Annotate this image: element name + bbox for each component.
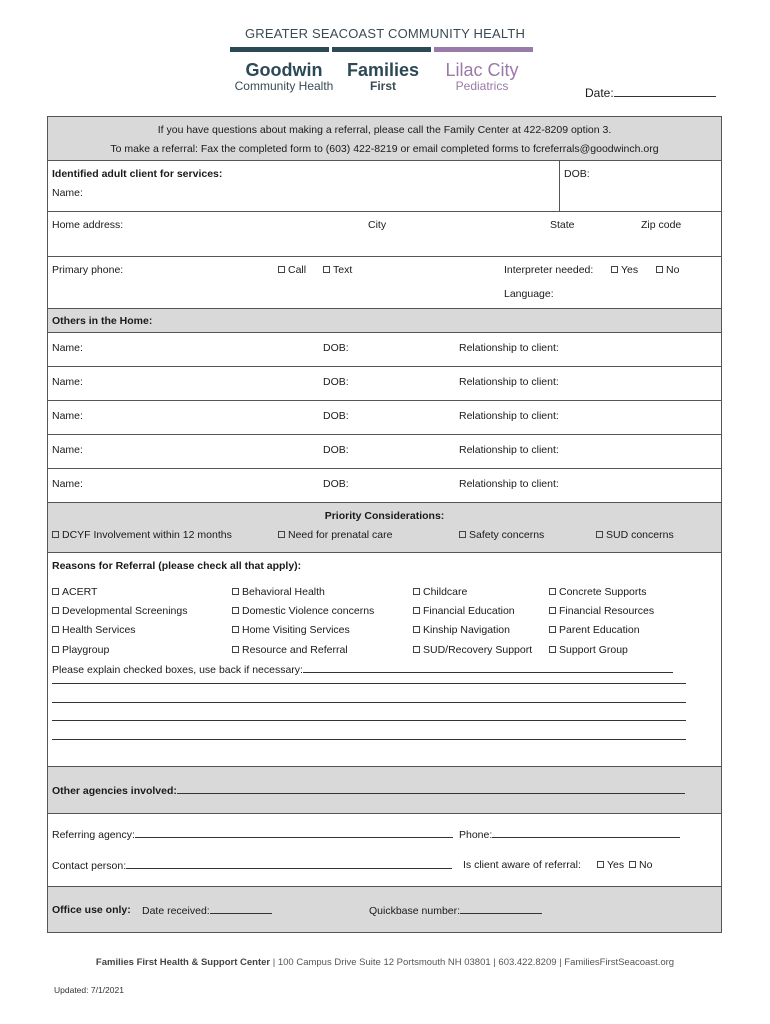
- no-label: No: [666, 264, 680, 276]
- contact-person-blank[interactable]: [126, 859, 452, 869]
- date-received-blank[interactable]: [210, 904, 272, 914]
- quickbase-label: Quickbase number:: [369, 905, 461, 917]
- logo-bar-lilac: [434, 47, 533, 52]
- call-label: Call: [288, 264, 307, 276]
- checkbox-icon[interactable]: [413, 626, 420, 633]
- household-member-row: [48, 333, 721, 367]
- client-dob-field[interactable]: DOB:: [564, 168, 590, 180]
- priority-option-checkbox[interactable]: [459, 529, 544, 541]
- household-member-row: [48, 435, 721, 469]
- member-name-field[interactable]: Name:: [52, 342, 83, 354]
- reason-checkbox[interactable]: [549, 624, 640, 636]
- logo-bar-families: [332, 47, 431, 52]
- household-member-row: [48, 401, 721, 435]
- reason-label: Domestic Violence concerns: [242, 605, 375, 617]
- checkbox-icon[interactable]: [232, 607, 239, 614]
- checkbox-icon[interactable]: [596, 531, 603, 538]
- checkbox-icon[interactable]: [278, 266, 285, 273]
- member-name-field[interactable]: Name:: [52, 478, 83, 490]
- brand-name: Lilac City: [445, 60, 519, 80]
- address-section: [48, 212, 721, 309]
- reason-label: Home Visiting Services: [242, 624, 350, 636]
- logo-brands: [230, 60, 540, 93]
- reason-checkbox[interactable]: [52, 624, 136, 636]
- footer-contact: | 100 Campus Drive Suite 12 Portsmouth NH 03801 | 603.422.8209 | FamiliesFirstSeacoast.org: [270, 957, 675, 968]
- reason-checkbox[interactable]: [232, 605, 374, 617]
- member-name-field[interactable]: Name:: [52, 376, 83, 388]
- reason-checkbox[interactable]: [232, 586, 325, 598]
- reasons-section: [48, 553, 721, 767]
- reason-checkbox[interactable]: [549, 644, 628, 656]
- checkbox-icon[interactable]: [413, 607, 420, 614]
- city-field[interactable]: City: [368, 219, 387, 231]
- reason-checkbox[interactable]: [232, 644, 348, 656]
- interpreter-yes-checkbox[interactable]: [611, 264, 638, 276]
- member-relationship-field[interactable]: Relationship to client:: [459, 444, 559, 456]
- primary-phone-field[interactable]: Primary phone:: [52, 264, 124, 276]
- date-field[interactable]: [585, 86, 716, 100]
- member-dob-field[interactable]: DOB:: [323, 444, 349, 456]
- priority-heading: Priority Considerations:: [324, 510, 445, 522]
- checkbox-icon[interactable]: [52, 531, 59, 538]
- member-relationship-field[interactable]: Relationship to client:: [459, 376, 559, 388]
- checkbox-icon[interactable]: [656, 266, 663, 273]
- reason-label: ACERT: [62, 586, 98, 598]
- priority-option-label: Safety concerns: [469, 529, 545, 541]
- checkbox-icon[interactable]: [278, 531, 285, 538]
- contact-person-label: Contact person:: [52, 860, 127, 872]
- client-dob-cell: [559, 161, 590, 211]
- text-checkbox[interactable]: [323, 264, 352, 276]
- checkbox-icon[interactable]: [459, 531, 466, 538]
- interpreter-label: Interpreter needed:: [504, 264, 594, 276]
- referral-contact-section: [48, 814, 721, 887]
- footer-org: Families First Health & Support Center: [95, 957, 271, 968]
- checkbox-icon[interactable]: [549, 626, 556, 633]
- interpreter-no-checkbox[interactable]: [656, 264, 679, 276]
- checkbox-icon[interactable]: [413, 646, 420, 653]
- home-address-field[interactable]: Home address:: [52, 219, 124, 231]
- explain-field[interactable]: [52, 663, 673, 676]
- checkbox-icon[interactable]: [232, 626, 239, 633]
- referring-agency-label: Referring agency:: [52, 829, 135, 841]
- other-agencies-section: [48, 767, 721, 814]
- phone-blank[interactable]: [492, 828, 680, 838]
- client-name-field[interactable]: Name:: [52, 187, 83, 199]
- zip-code-field[interactable]: Zip code: [641, 219, 682, 231]
- quickbase-number-field[interactable]: [369, 904, 542, 917]
- language-field[interactable]: Language:: [504, 288, 554, 300]
- member-relationship-field[interactable]: Relationship to client:: [459, 410, 559, 422]
- org-title: GREATER SEACOAST COMMUNITY HEALTH: [244, 26, 526, 41]
- intro-line-2: To make a referral: Fax the completed form to (603) 422-8219 or email completed forms to fcreferrals@goodwinch.org: [110, 143, 659, 155]
- checkbox-icon[interactable]: [232, 646, 239, 653]
- explain-line[interactable]: [52, 683, 686, 684]
- brand-goodwin: [230, 60, 338, 93]
- reason-checkbox[interactable]: [232, 624, 350, 636]
- explain-label: Please explain checked boxes, use back if necessary:: [52, 664, 303, 676]
- checkbox-icon[interactable]: [549, 588, 556, 595]
- client-aware-no-checkbox[interactable]: [629, 859, 652, 871]
- member-name-field[interactable]: Name:: [52, 444, 83, 456]
- explain-line[interactable]: [52, 702, 686, 703]
- reason-checkbox[interactable]: [52, 605, 188, 617]
- reason-label: Developmental Screenings: [62, 605, 188, 617]
- checkbox-icon[interactable]: [52, 626, 59, 633]
- member-relationship-field[interactable]: Relationship to client:: [459, 342, 559, 354]
- logo-bar-goodwin: [230, 47, 329, 52]
- reason-label: Kinship Navigation: [423, 624, 510, 636]
- checkbox-icon[interactable]: [52, 588, 59, 595]
- state-field[interactable]: State: [550, 219, 575, 231]
- reason-checkbox[interactable]: [52, 586, 97, 598]
- reason-label: Childcare: [423, 586, 468, 598]
- other-agencies-blank[interactable]: [177, 784, 685, 794]
- client-aware-yes-checkbox[interactable]: [597, 859, 624, 871]
- checkbox-icon[interactable]: [52, 646, 59, 653]
- brand-sub: First: [369, 79, 396, 93]
- referring-agency-blank[interactable]: [135, 828, 453, 838]
- priority-option-label: Need for prenatal care: [288, 529, 393, 541]
- contact-person-field[interactable]: [52, 859, 452, 872]
- phone-field[interactable]: [459, 828, 680, 841]
- quickbase-blank[interactable]: [460, 904, 542, 914]
- checkbox-icon[interactable]: [413, 588, 420, 595]
- reason-checkbox[interactable]: [413, 624, 510, 636]
- client-section: [48, 161, 721, 212]
- organization-logo: [230, 26, 540, 93]
- priority-option-checkbox[interactable]: [278, 529, 392, 541]
- explain-line[interactable]: [52, 739, 686, 740]
- checkbox-icon[interactable]: [52, 607, 59, 614]
- brand-name: Goodwin: [245, 60, 323, 80]
- household-member-row: [48, 469, 721, 503]
- others-heading-row: [48, 309, 721, 333]
- date-blank[interactable]: [614, 86, 716, 97]
- brand-name: Families: [346, 60, 420, 80]
- checkbox-icon[interactable]: [597, 861, 604, 868]
- reason-checkbox[interactable]: [549, 586, 647, 598]
- text-label: Text: [333, 264, 353, 276]
- referring-agency-field[interactable]: [52, 828, 453, 841]
- priority-option-checkbox[interactable]: [52, 529, 232, 541]
- call-checkbox[interactable]: [278, 264, 306, 276]
- reason-label: Concrete Supports: [559, 586, 647, 598]
- date-received-field[interactable]: [142, 904, 272, 917]
- priority-section: [48, 503, 721, 553]
- brand-sub: Pediatrics: [455, 79, 509, 93]
- checkbox-icon[interactable]: [549, 646, 556, 653]
- reason-label: Behavioral Health: [242, 586, 325, 598]
- intro-line-1: If you have questions about making a referral, please call the Family Center at 422-8209 option 3.: [157, 124, 612, 136]
- reason-label: SUD/Recovery Support: [423, 644, 533, 656]
- reason-label: Parent Education: [559, 624, 640, 636]
- footer: [0, 957, 770, 968]
- priority-option-label: DCYF Involvement within 12 months: [62, 529, 232, 541]
- date-label: Date:: [585, 86, 614, 100]
- member-dob-field[interactable]: DOB:: [323, 376, 349, 388]
- yes-label: Yes: [621, 264, 639, 276]
- referral-form: [47, 116, 722, 933]
- reasons-heading: Reasons for Referral (please check all that apply):: [52, 560, 302, 572]
- other-agencies-field[interactable]: [52, 784, 685, 797]
- reason-label: Health Services: [62, 624, 136, 636]
- reason-label: Financial Resources: [559, 605, 655, 617]
- reason-checkbox[interactable]: [52, 644, 109, 656]
- reason-label: Support Group: [559, 644, 628, 656]
- priority-option-checkbox[interactable]: [596, 529, 674, 541]
- checkbox-icon[interactable]: [611, 266, 618, 273]
- checkbox-icon[interactable]: [323, 266, 330, 273]
- other-agencies-label: Other agencies involved:: [52, 785, 177, 797]
- date-received-label: Date received:: [142, 905, 210, 917]
- reason-checkbox[interactable]: [413, 605, 515, 617]
- logo-bars: [230, 47, 540, 52]
- phone-label: Phone:: [459, 829, 493, 841]
- brand-sub: Community Health: [234, 79, 334, 93]
- explain-blank[interactable]: [303, 663, 673, 673]
- office-use-label: Office use only:: [52, 904, 131, 916]
- checkbox-icon[interactable]: [549, 607, 556, 614]
- others-heading: Others in the Home:: [52, 315, 153, 327]
- member-dob-field[interactable]: DOB:: [323, 410, 349, 422]
- brand-lilac-city: [428, 60, 536, 93]
- brand-families-first: [338, 60, 428, 93]
- household-member-row: [48, 367, 721, 401]
- reason-checkbox[interactable]: [549, 605, 654, 617]
- yes-label: Yes: [607, 859, 625, 871]
- reason-checkbox[interactable]: [413, 586, 467, 598]
- member-dob-field[interactable]: DOB:: [323, 478, 349, 490]
- reason-label: Playgroup: [62, 644, 110, 656]
- phone-divider: [48, 256, 721, 257]
- checkbox-icon[interactable]: [629, 861, 636, 868]
- no-label: No: [639, 859, 653, 871]
- client-aware-label: Is client aware of referral:: [463, 859, 581, 871]
- reason-label: Resource and Referral: [242, 644, 348, 656]
- updated-date: Updated: 7/1/2021: [54, 985, 124, 995]
- priority-option-label: SUD concerns: [606, 529, 674, 541]
- member-dob-field[interactable]: DOB:: [323, 342, 349, 354]
- explain-line[interactable]: [52, 720, 686, 721]
- member-relationship-field[interactable]: Relationship to client:: [459, 478, 559, 490]
- member-name-field[interactable]: Name:: [52, 410, 83, 422]
- reason-label: Financial Education: [423, 605, 515, 617]
- client-heading: Identified adult client for services:: [52, 168, 223, 180]
- reason-checkbox[interactable]: [413, 644, 532, 656]
- checkbox-icon[interactable]: [232, 588, 239, 595]
- office-use-section: [48, 887, 721, 932]
- intro-section: [48, 117, 721, 161]
